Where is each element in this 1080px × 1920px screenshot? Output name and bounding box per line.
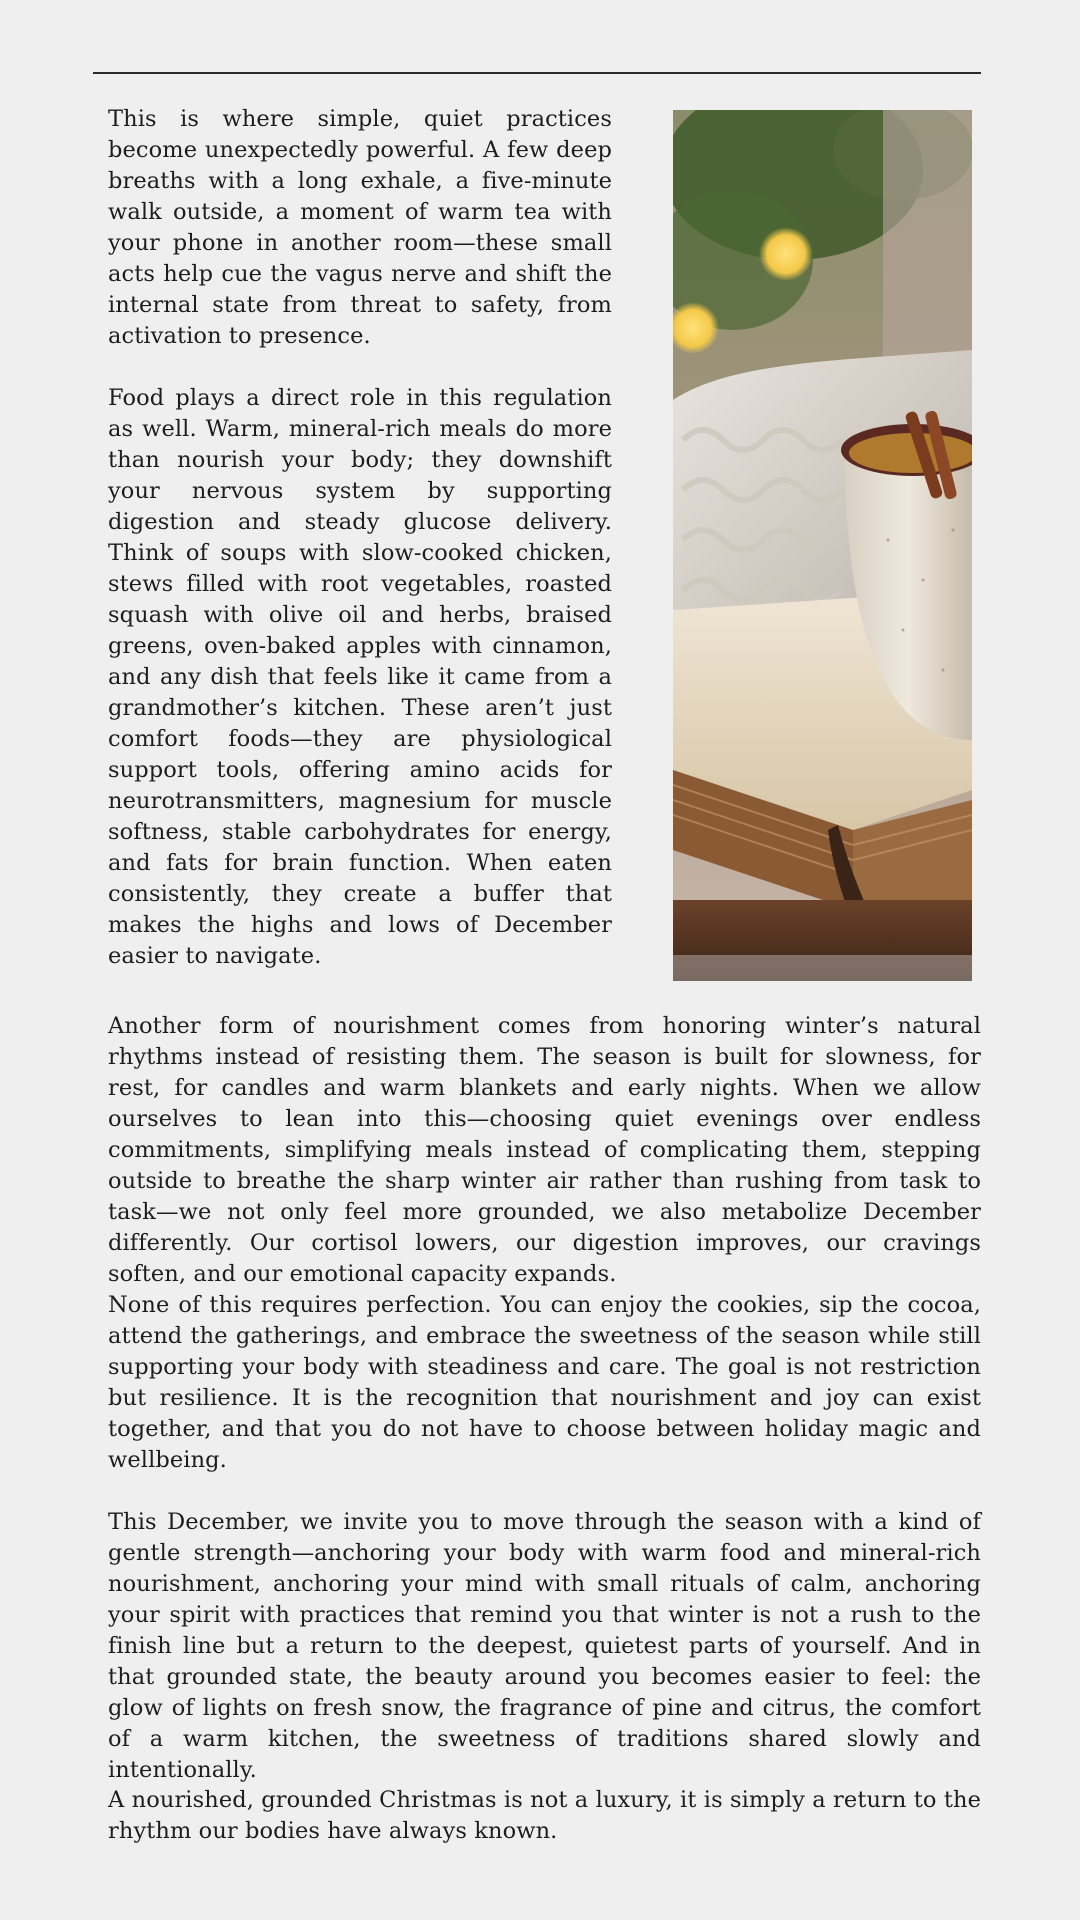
paragraph-quiet-practices: This is where simple, quiet practices become unexpectedly powerful. A few deep breaths with a long exhale, a five-minute walk outside, a moment of warm tea with your phone in another room—these small acts help cue the vagus nerve and shift the internal state from threat to safety, from activation to presence. bbox=[108, 106, 612, 349]
top-divider bbox=[93, 72, 981, 74]
paragraph-winter-rhythms: Another form of nourishment comes from honoring winter’s natural rhythms instead of resisting them. The season is built for slowness, for rest, for candles and warm blankets and early nights. When we allow ourselves to lean into this—choosing quiet evenings over endless commitments, simplifying meals instead of complicating them, stepping outside to breathe the sharp winter air rather than rushing from task to task—we not only feel more grounded, we also metabolize December differently. Our cortisol lowers, our digestion improves, our cravings soften, and our emotional capacity expands. bbox=[108, 1013, 981, 1287]
tea-and-book-photo bbox=[673, 110, 972, 981]
paragraph-no-perfection: None of this requires perfection. You can enjoy the cookies, sip the cocoa, attend the gatherings, and embrace the sweetness of the season while still supporting your body with steadiness and care. The goal is not restriction but resilience. It is the recognition that nourishment and joy can exist together, and that you do not have to choose between holiday magic and wellbeing. bbox=[108, 1292, 981, 1473]
paragraph-food-regulation: Food plays a direct role in this regulation as well. Warm, mineral-rich meals do more than nourish your body; they downshift your nervous system by supporting digestion and steady glucose delivery. Think of soups with slow-cooked chicken, stews filled with root vegetables, roasted squash with olive oil and herbs, braised greens, oven-baked apples with cinnamon, and any dish that feels like it came from a grandmother’s kitchen. These aren’t just comfort foods—they are physiological support tools, offering amino acids for neurotransmitters, magnesium for muscle softness, stable carbohydrates for energy, and fats for brain function. When eaten consistently, they create a buffer that makes the highs and lows of December easier to navigate. bbox=[108, 385, 612, 969]
paragraph-closing: A nourished, grounded Christmas is not a luxury, it is simply a return to the rhythm our bodies have always known. bbox=[108, 1787, 981, 1844]
paragraph-december-invitation: This December, we invite you to move through the season with a kind of gentle strength—anchoring your body with warm food and mineral-rich nourishment, anchoring your mind with small rituals of calm, anchoring your spirit with practices that remind you that winter is not a rush to the finish line but a return to the deepest, quietest parts of yourself. And in that grounded state, the beauty around you becomes easier to feel: the glow of lights on fresh snow, the fragrance of pine and citrus, the comfort of a warm kitchen, the sweetness of traditions shared slowly and intentionally. bbox=[108, 1509, 981, 1783]
